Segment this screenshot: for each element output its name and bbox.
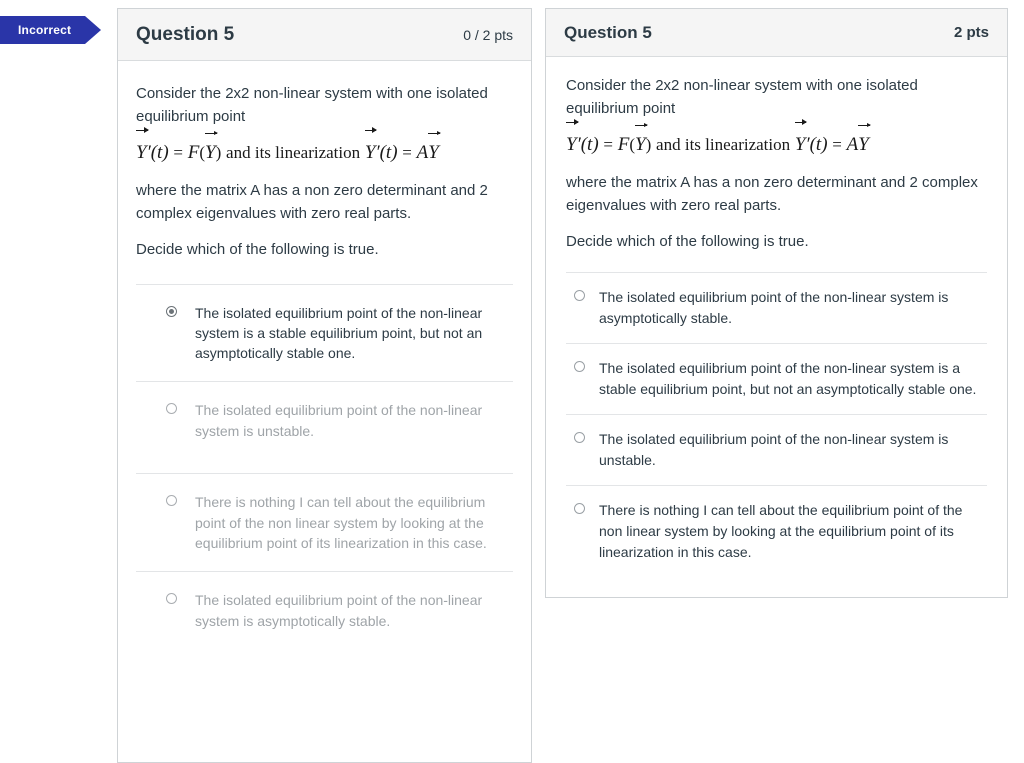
radio-icon[interactable]	[574, 361, 585, 372]
graded-question-title: Question 5	[136, 23, 235, 45]
radio-icon[interactable]	[166, 306, 177, 317]
graded-equation: Y′(t) = F(Y) and its linearization Y′(t) = AY	[136, 142, 439, 163]
status-badge-label: Incorrect	[0, 16, 85, 44]
radio-icon[interactable]	[574, 290, 585, 301]
graded-question-card	[117, 8, 532, 763]
graded-question-body	[118, 61, 531, 663]
preview-answer-list	[566, 272, 987, 581]
graded-question-points: 0 / 2 pts	[463, 26, 513, 43]
graded-answer-list	[136, 284, 513, 664]
graded-prompt-line-1: Consider the 2x2 non-linear system with one isolated equilibrium point	[136, 85, 488, 125]
graded-answer-label: The isolated equilibrium point of the non-linear system is a stable equilibrium point, but not an asymptotically stable one.	[195, 304, 483, 362]
preview-answer-label: The isolated equilibrium point of the non-linear system is asymptotically stable.	[599, 288, 949, 326]
graded-answer-option[interactable]	[136, 473, 513, 571]
radio-icon[interactable]	[166, 593, 177, 604]
preview-prompt-line-1: Consider the 2x2 non-linear system with one isolated equilibrium point	[566, 77, 918, 117]
graded-answer-label: The isolated equilibrium point of the non-linear system is unstable.	[195, 402, 483, 439]
status-badge-arrow	[85, 16, 101, 44]
graded-answer-label: There is nothing I can tell about the equilibrium point of the non linear system by looking at the equilibrium point of its linearization in this case.	[195, 494, 487, 551]
radio-icon[interactable]	[574, 503, 585, 514]
preview-answer-option[interactable]	[566, 414, 987, 485]
graded-answer-option[interactable]	[136, 381, 513, 473]
preview-equation: Y′(t) = F(Y) and its linearization Y′(t) = AY	[566, 134, 869, 155]
graded-question-header	[118, 9, 531, 61]
preview-answer-option[interactable]	[566, 343, 987, 414]
graded-answer-label: The isolated equilibrium point of the non-linear system is asymptotically stable.	[195, 592, 483, 629]
preview-answer-option[interactable]	[566, 485, 987, 581]
preview-answer-option[interactable]	[566, 272, 987, 343]
radio-icon[interactable]	[166, 403, 177, 414]
preview-question-points: 2 pts	[953, 24, 989, 41]
preview-answer-label: The isolated equilibrium point of the non-linear system is a stable equilibrium point, but not an asymptotically stable one.	[599, 359, 977, 397]
preview-question-header	[546, 9, 1007, 57]
preview-prompt-line-2: where the matrix A has a non zero determinant and 2 complex eigenvalues with zero real parts.	[566, 174, 978, 214]
preview-question-body	[546, 57, 1007, 581]
preview-answer-label: There is nothing I can tell about the equilibrium point of the non linear system by looking at the equilibrium point of its linearization in this case.	[599, 501, 963, 560]
preview-question-card	[545, 8, 1008, 598]
graded-answer-option[interactable]	[136, 284, 513, 382]
preview-answer-label: The isolated equilibrium point of the non-linear system is unstable.	[599, 430, 949, 468]
preview-prompt-line-3: Decide which of the following is true.	[566, 233, 809, 250]
graded-prompt-line-3: Decide which of the following is true.	[136, 241, 379, 258]
status-badge	[0, 16, 101, 44]
radio-icon[interactable]	[574, 432, 585, 443]
graded-answer-option[interactable]	[136, 571, 513, 663]
graded-prompt-line-2: where the matrix A has a non zero determinant and 2 complex eigenvalues with zero real parts.	[136, 182, 488, 222]
preview-question-title: Question 5	[564, 22, 652, 42]
radio-icon[interactable]	[166, 495, 177, 506]
